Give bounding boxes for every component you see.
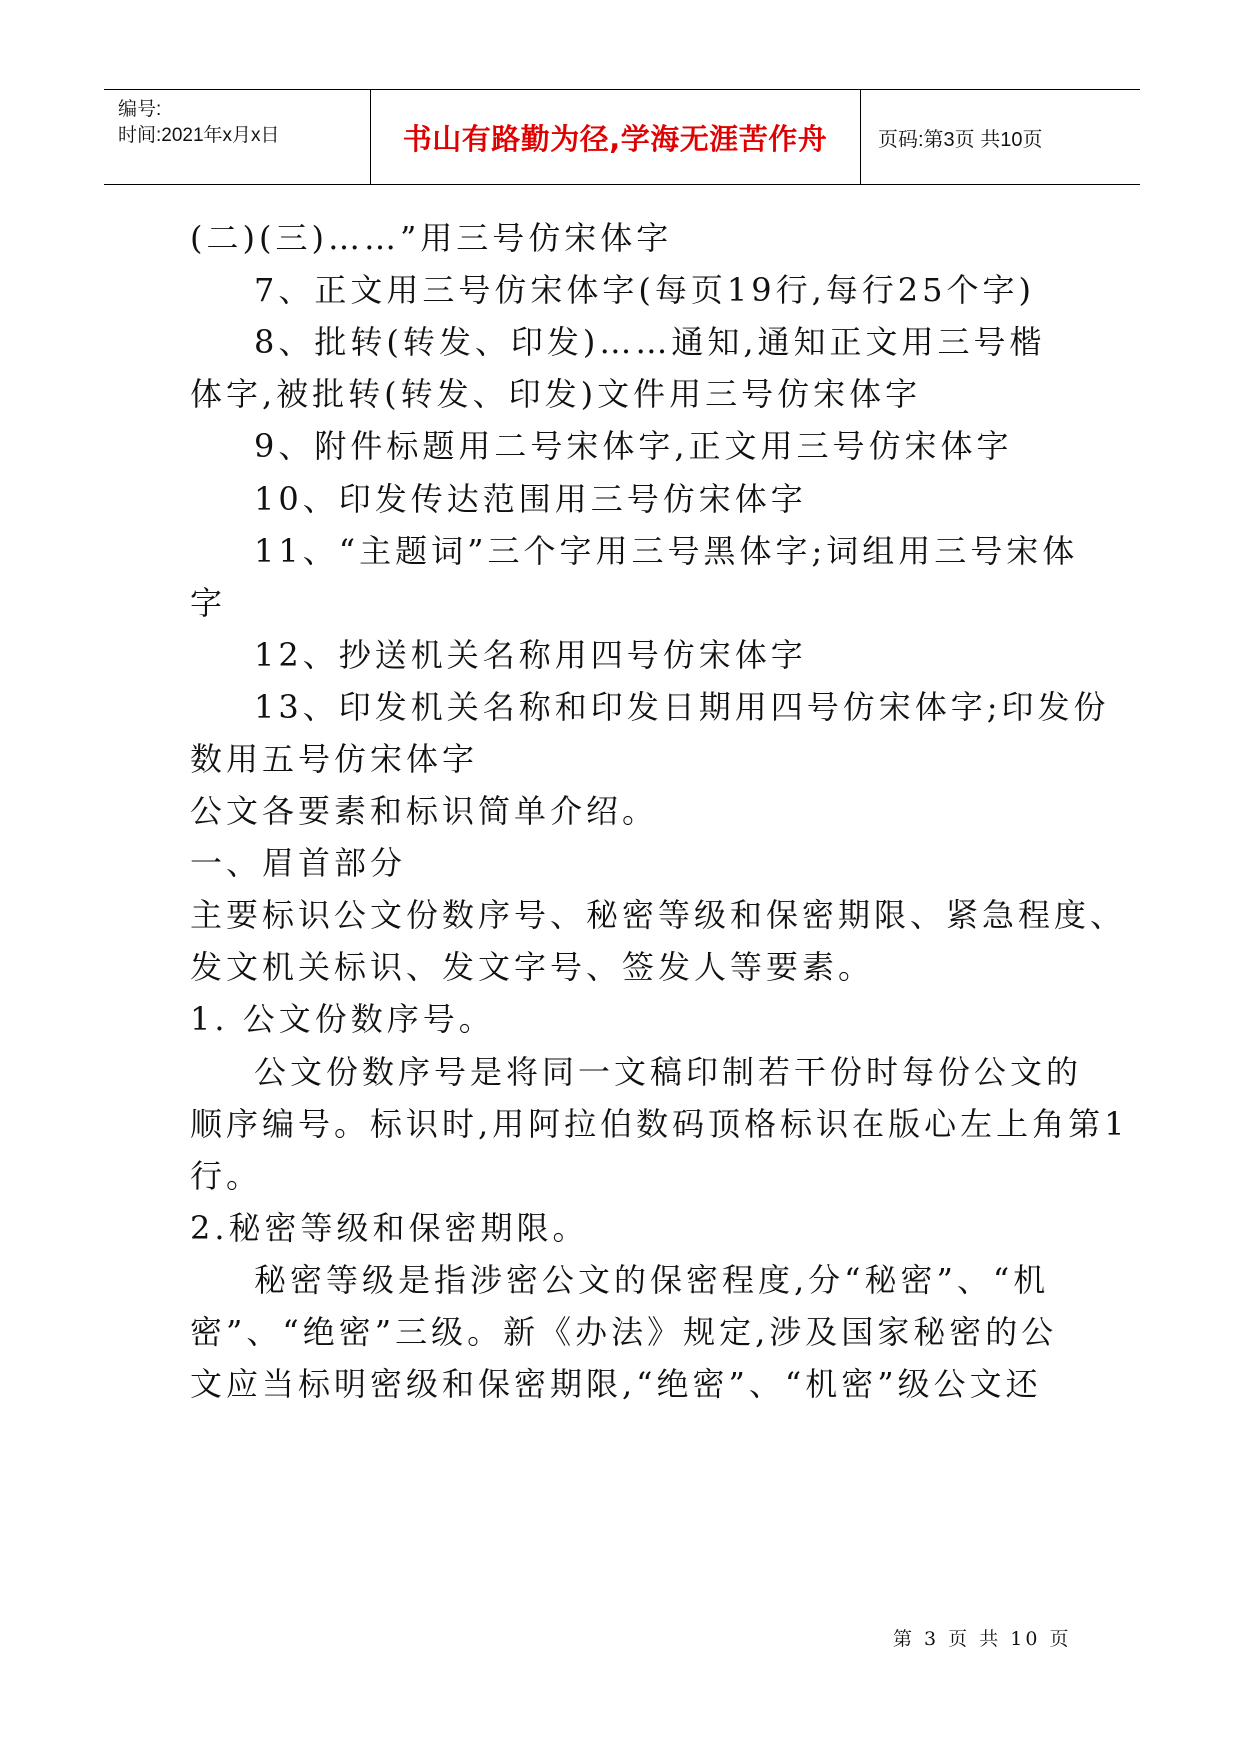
page-code: 页码:第3页 共10页 <box>878 128 1043 151</box>
text-line: 顺序编号。标识时,用阿拉伯数码顶格标识在版心左上角第1 <box>190 1105 1129 1143</box>
text-line: 秘密等级是指涉密公文的保密程度,分“秘密”、“机 <box>254 1261 1050 1299</box>
page-footer: 第 3 页 共 10 页 <box>893 1628 1072 1650</box>
text-line: 字 <box>190 584 227 622</box>
text-line: 体字,被批转(转发、印发)文件用三号仿宋体字 <box>190 375 922 413</box>
header-left-cell <box>104 90 371 184</box>
text-line: 13、印发机关名称和印发日期用四号仿宋体字;印发份 <box>254 688 1110 726</box>
text-line: 文应当标明密级和保密期限,“绝密”、“机密”级公文还 <box>190 1365 1042 1403</box>
text-line: 12、抄送机关名称用四号仿宋体字 <box>254 636 807 674</box>
text-line: 1. 公文份数序号。 <box>190 1000 495 1038</box>
text-line: 10、印发传达范围用三号仿宋体字 <box>254 480 807 518</box>
header-motto: 书山有路勤为径,学海无涯苦作舟 <box>402 121 828 156</box>
number-label: 编号: <box>118 99 162 120</box>
text-line: 8、批转(转发、印发)……通知,通知正文用三号楷 <box>254 323 1046 361</box>
text-line: 7、正文用三号仿宋体字(每页19行,每行25个字) <box>254 271 1035 309</box>
text-line: (二)(三)……”用三号仿宋体字 <box>190 219 673 257</box>
time-label: 时间:2021年x月x日 <box>118 125 280 146</box>
text-line: 公文份数序号是将同一文稿印制若干份时每份公文的 <box>254 1053 1083 1091</box>
text-line: 11、“主题词”三个字用三号黑体字;词组用三号宋体 <box>254 532 1079 570</box>
text-line: 发文机关标识、发文字号、签发人等要素。 <box>190 948 875 986</box>
header-right-cell <box>861 90 1140 184</box>
header-mid-cell <box>370 90 861 184</box>
text-line: 密”、“绝密”三级。新《办法》规定,涉及国家秘密的公 <box>190 1313 1058 1351</box>
text-line: 数用五号仿宋体字 <box>190 740 479 778</box>
text-line: 2.秘密等级和保密期限。 <box>190 1209 589 1247</box>
text-line: 9、附件标题用二号宋体字,正文用三号仿宋体字 <box>254 427 1013 465</box>
document-header <box>104 89 1140 185</box>
text-line: 主要标识公文份数序号、秘密等级和保密期限、紧急程度、 <box>190 896 1127 934</box>
text-line: 一、眉首部分 <box>190 844 407 882</box>
text-line: 公文各要素和标识简单介绍。 <box>190 792 659 830</box>
text-line: 行。 <box>190 1157 263 1195</box>
